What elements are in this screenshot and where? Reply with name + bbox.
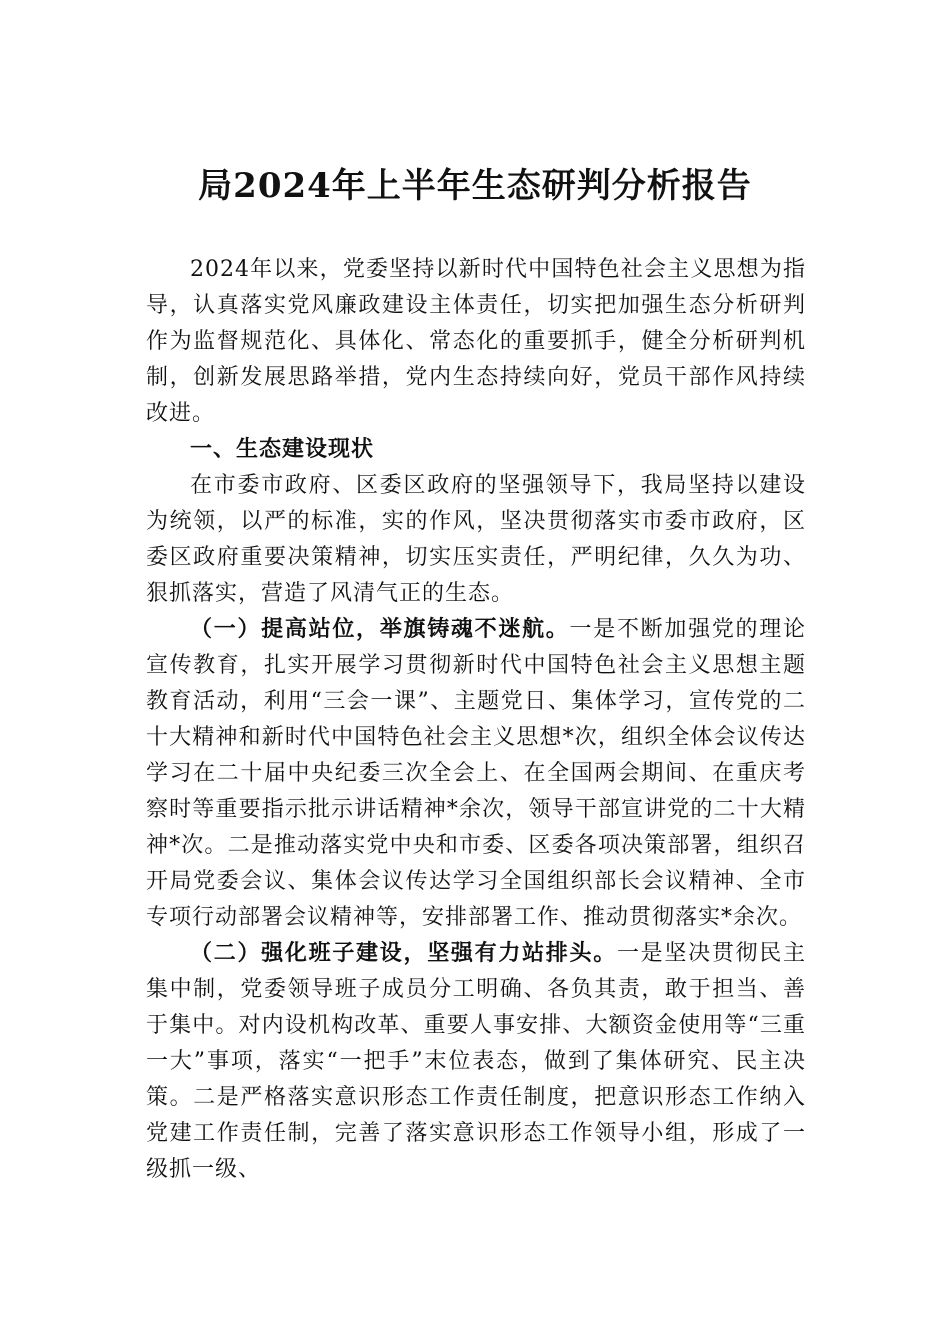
subsection-1-paragraph: [146, 612, 806, 936]
subsection-2-lead: （二）强化班子建设，坚强有力站排头。: [190, 941, 617, 966]
document-title: 局2024年上半年生态研判分析报告: [198, 166, 752, 206]
section-heading: 一、生态建设现状: [190, 437, 375, 462]
document-body: [146, 252, 806, 1188]
subsection-1-body: 一是不断加强党的理论宣传教育，扎实开展学习贯彻新时代中国特色社会主义思想主题教育活动，利用“三会一课”、主题党日、集体学习，宣传党的二十大精神和新时代中国特色社会主义思想*次，组织全体会议传达学习在二十届中央纪委三次全会上、在全国两会期间、在重庆考察时等重要指示批示讲话精神*余次，领导干部宣讲党的二十大精神*次。二是推动落实党中央和市委、区委各项决策部署，组织召开局党委会议、集体会议传达学习全国组织部长会议精神、全市专项行动部署会议精神等，安排部署工作、推动贯彻落实*余次。: [146, 617, 806, 930]
intro-paragraph: 2024年以来，党委坚持以新时代中国特色社会主义思想为指导，认真落实党风廉政建设主体责任，切实把加强生态分析研判作为监督规范化、具体化、常态化的重要抓手，健全分析研判机制，创新发展思路举措，党内生态持续向好，党员干部作风持续改进。: [146, 257, 806, 426]
subsection-2-body: 一是坚决贯彻民主集中制，党委领导班子成员分工明确、各负其责，敢于担当、善于集中。对内设机构改革、重要人事安排、大额资金使用等“三重一大”事项，落实“一把手”末位表态，做到了集体研究、民主决策。二是严格落实意识形态工作责任制度，把意识形态工作纳入党建工作责任制，完善了落实意识形态工作领导小组，形成了一级抓一级、: [146, 941, 806, 1182]
subsection-1-lead: （一）提高站位，举旗铸魂不迷航。: [190, 617, 570, 642]
section-paragraph: 在市委市政府、区委区政府的坚强领导下，我局坚持以建设为统领，以严的标准，实的作风，坚决贯彻落实市委市政府，区委区政府重要决策精神，切实压实责任，严明纪律，久久为功、狠抓落实，营造了风清气正的生态。: [146, 473, 806, 606]
subsection-2-paragraph: [146, 936, 806, 1188]
